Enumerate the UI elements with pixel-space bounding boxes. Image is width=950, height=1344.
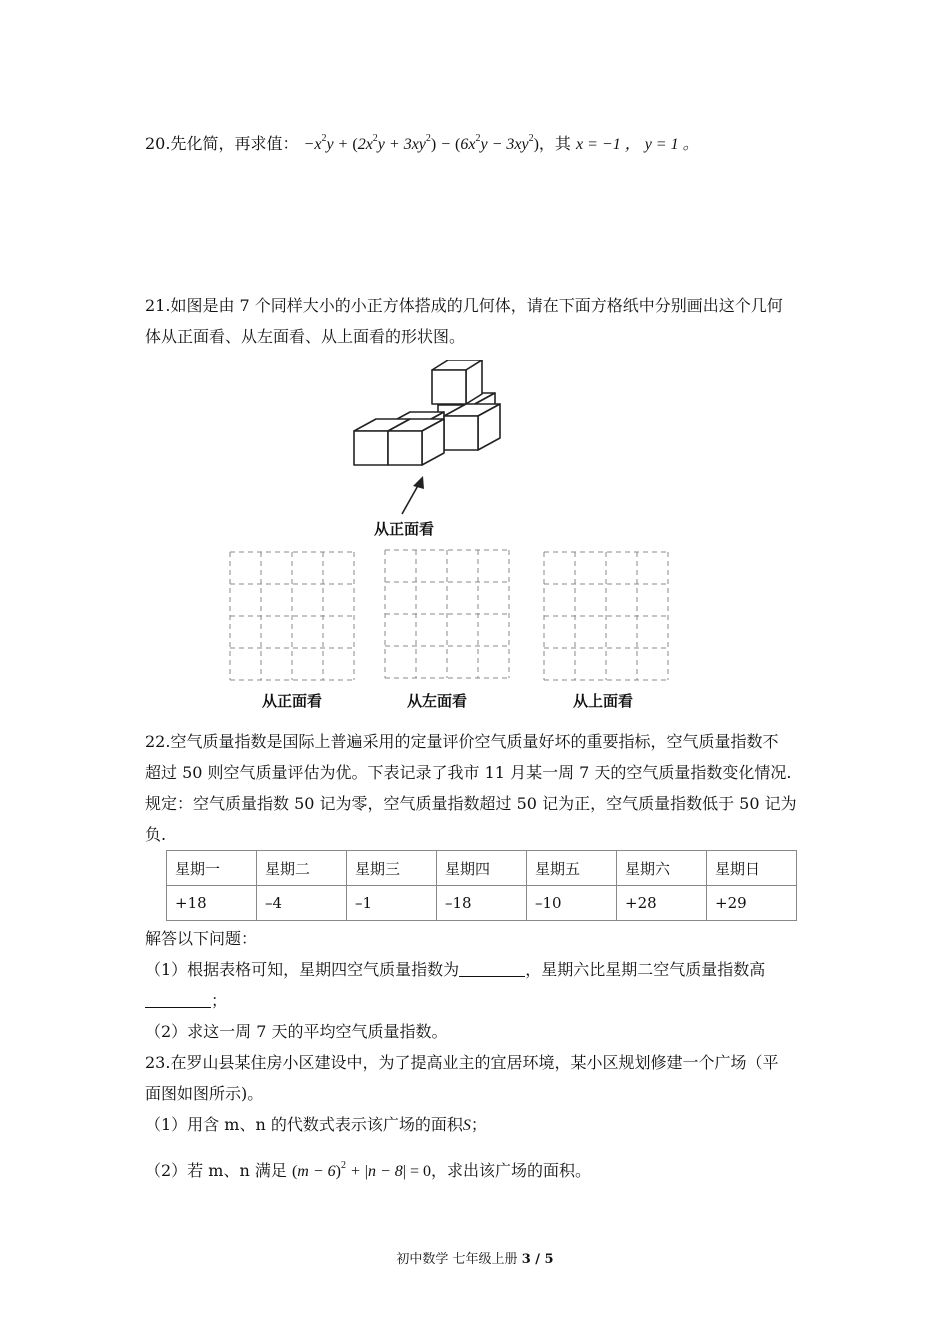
table-header-cell: 星期一 <box>167 851 257 886</box>
q21-line2: 体从正面看、从左面看、从上面看的形状图。 <box>145 327 466 346</box>
view-direction-arrow <box>398 474 428 518</box>
q21-line1: 21.如图是由 7 个同样大小的小正方体搭成的几何体，请在下面方格纸中分别画出这个几何 <box>145 296 783 315</box>
q23-var-s: S <box>462 1117 471 1134</box>
answer-blank[interactable] <box>145 989 211 1008</box>
table-cell: –4 <box>257 886 347 921</box>
q22-sub2: （2）求这一周 7 天的平均空气质量指数。 <box>145 1022 448 1041</box>
table-header-cell: 星期二 <box>257 851 347 886</box>
q20-condition: x = −1 ， y = 1 。 <box>576 136 699 153</box>
q22-line3: 规定：空气质量指数 50 记为零，空气质量指数超过 50 记为正，空气质量指数低于 50 记为 <box>145 794 797 813</box>
page-footer <box>0 1248 950 1267</box>
q23-line2: 面图如图所示)。 <box>145 1084 264 1103</box>
table-header-cell: 星期六 <box>617 851 707 886</box>
grid-left-view[interactable] <box>384 549 512 679</box>
q22-sub1-a: （1）根据表格可知，星期四空气质量指数为 <box>145 960 460 979</box>
question-23 <box>145 1047 807 1141</box>
q22-line1: 22.空气质量指数是国际上普遍采用的定量评价空气质量好坏的重要指标，空气质量指数不 <box>145 732 779 751</box>
q22-sub1-b: ，星期六比星期二空气质量指数高 <box>525 960 766 979</box>
grid-label-front: 从正面看 <box>262 692 323 710</box>
table-header-cell: 星期四 <box>437 851 527 886</box>
q23-condition: $(m - 6)^2 + |n - 8| = 0$ <box>291 1160 431 1180</box>
question-21 <box>145 290 807 352</box>
q22-questions <box>145 923 807 1047</box>
table-cell: +28 <box>617 886 707 921</box>
cube-figure <box>340 360 530 520</box>
q22-intro: 解答以下问题： <box>145 929 258 948</box>
table-cell: –10 <box>527 886 617 921</box>
answer-blank[interactable] <box>459 958 525 977</box>
table-cell: +29 <box>707 886 797 921</box>
q23-sub1-end: ； <box>470 1115 487 1134</box>
table-cell: –18 <box>437 886 527 921</box>
table-cell: –1 <box>347 886 437 921</box>
q23-sub2-line <box>145 1150 807 1187</box>
q22-sub1-c: ； <box>211 991 228 1010</box>
grid-label-left: 从左面看 <box>407 692 468 710</box>
table-header-cell: 星期日 <box>707 851 797 886</box>
arrow-label: 从正面看 <box>374 520 435 538</box>
q23-line1: 23.在罗山县某住房小区建设中，为了提高业主的宜居环境，某小区规划修建一个广场（平 <box>145 1053 779 1072</box>
question-22 <box>145 726 807 850</box>
q22-line2: 超过 50 则空气质量评估为优。下表记录了我市 11 月某一周 7 天的空气质量指数变化情况. <box>145 763 792 782</box>
q22-line4: 负. <box>145 825 167 844</box>
table-row <box>167 886 797 921</box>
table-header-cell: 星期五 <box>527 851 617 886</box>
q20-expression: $-x^2y + (2x^2y + 3xy^2) - (6x^2y - 3xy^2)$ <box>303 133 539 153</box>
grid-top-view[interactable] <box>543 551 671 681</box>
table-header-row <box>167 851 797 886</box>
footer-text: 初中数学 七年级上册 <box>396 1252 522 1267</box>
page-number: 3 / 5 <box>521 1252 554 1267</box>
q20-text: 20.先化简，再求值： <box>145 134 299 153</box>
grid-label-top: 从上面看 <box>573 692 634 710</box>
table-cell: +18 <box>167 886 257 921</box>
table-header-cell: 星期三 <box>347 851 437 886</box>
q20-expr-tail: ，其 <box>538 134 576 153</box>
question-20 <box>145 123 807 160</box>
q23-sub2-b: ，求出该广场的面积。 <box>430 1161 591 1180</box>
grid-front-view[interactable] <box>229 551 357 681</box>
q23-sub2-a: （2）若 m、n 满足 <box>145 1161 287 1180</box>
aqi-table <box>166 850 797 921</box>
q23-sub1: （1）用含 m、n 的代数式表示该广场的面积 <box>145 1115 463 1134</box>
